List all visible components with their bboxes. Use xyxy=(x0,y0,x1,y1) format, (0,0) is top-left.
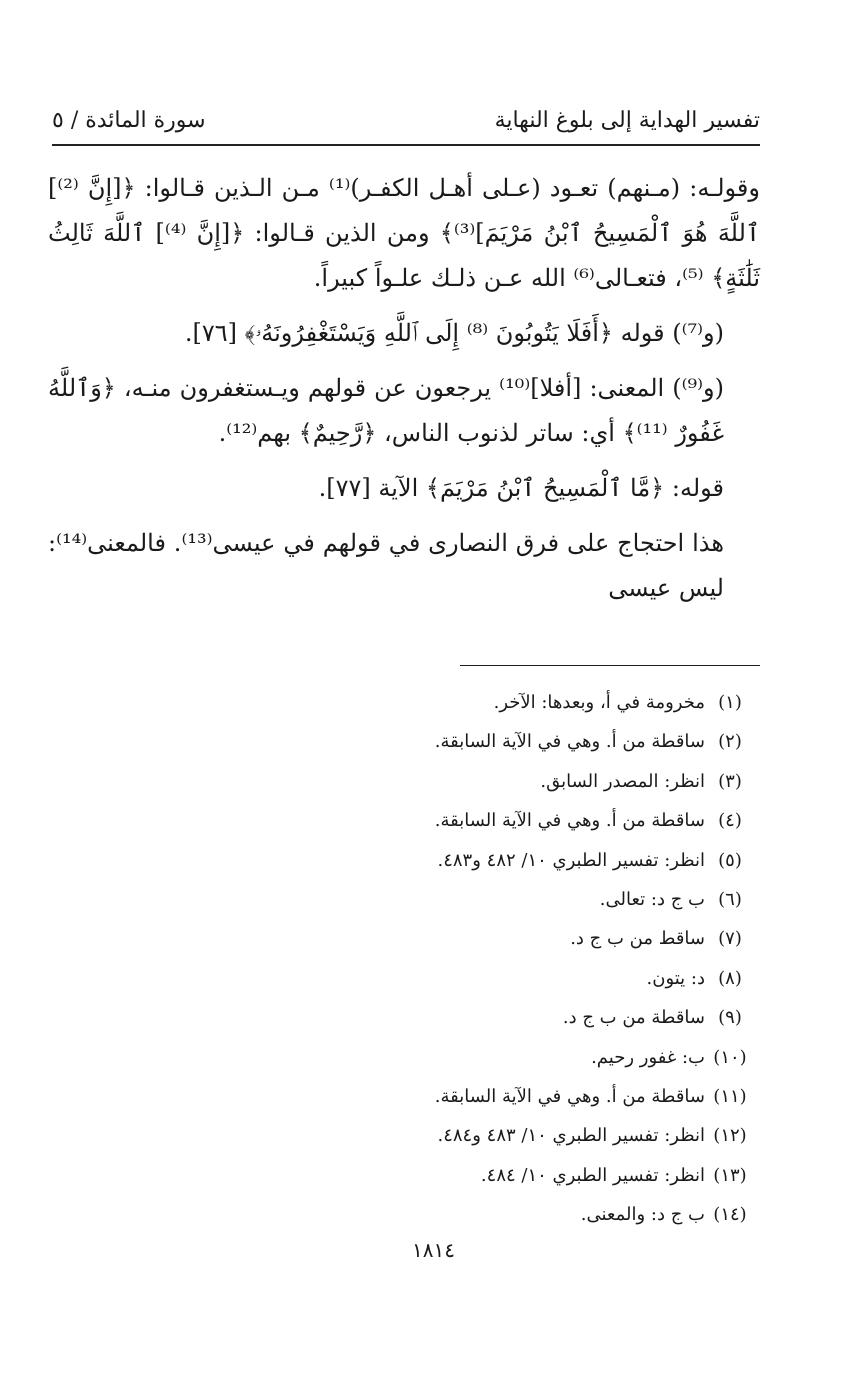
surah-title: سورة المائدة / ٥ xyxy=(52,108,206,133)
footnote xyxy=(195,727,755,766)
footnote xyxy=(195,767,755,806)
footnote xyxy=(195,688,755,727)
footnote xyxy=(195,1003,755,1042)
book-title: تفسير الهداية إلى بلوغ النهاية xyxy=(494,108,760,133)
paragraph-1: وقولـه: (مـنهم) تعـود (عـلى أهـل الكفـر)⁽¹⁾ مـن الـذين قـالوا: ﴿[إِنَّ ⁽²⁾] ٱللَّهَ هُوَ ٱلْمَسِيحُ ٱبْنُ مَرْيَمَ]⁽³⁾﴾ ومن الذين قـالوا: ﴿[إِنَّ ⁽⁴⁾] ٱللَّهَ ثَالِثُ ثَلَٰثَةٍ﴾ ⁽⁵⁾، فتعـالى⁽⁶⁾ الله عـن ذلـك علـواً كبيراً. xyxy=(48,174,761,292)
footnote-number: (٩) xyxy=(718,1007,742,1029)
footnote-number: (١٣) xyxy=(713,1164,747,1186)
footnote xyxy=(195,1200,755,1239)
footnote xyxy=(195,1161,755,1200)
footnote xyxy=(195,885,755,924)
paragraph-2: (و⁽⁷⁾) قوله ﴿أَفَلَا يَتُوبُونَ ⁽⁸⁾ إِلَى ٱللَّهِ وَيَسْتَغْفِرُونَهُۥ﴾ [٧٦]. xyxy=(184,319,724,347)
footnote-separator xyxy=(460,665,760,666)
footnote-number: (١٠) xyxy=(713,1046,747,1068)
footnote-number: (٧) xyxy=(718,928,742,950)
footnote-text: ساقطة من أ. وهي في الآية السابقة. xyxy=(434,1085,705,1107)
page-number: ١٨١٤ xyxy=(412,1238,455,1262)
footnote-text: انظر: تفسير الطبري ١٠/ ٤٨٢ و٤٨٣. xyxy=(437,849,705,871)
footnote-number: (١١) xyxy=(713,1085,747,1107)
paragraph-3: (و⁽⁹⁾) المعنى: [أفلا]⁽¹⁰⁾ يرجعون عن قولهم ويـستغفرون منـه، ﴿وَٱللَّهُ غَفُورٌ ⁽¹¹⁾﴾ أي: ساتر لذنوب الناس، ﴿رَّحِيمٌ﴾ بهم⁽¹²⁾. xyxy=(48,374,724,447)
footnote-number: (١٢) xyxy=(713,1125,747,1147)
footnote-text: ب: غفور رحيم. xyxy=(591,1046,705,1068)
footnote xyxy=(195,1082,755,1121)
footnote xyxy=(195,846,755,885)
footnote-number: (١٤) xyxy=(713,1204,747,1226)
footnote-number: (١) xyxy=(718,692,742,713)
footnote-text: ساقط من ب ج د. xyxy=(570,928,705,950)
footnote-text: ب ج د: والمعنى. xyxy=(580,1204,705,1226)
footnote-text: انظر: تفسير الطبري ١٠/ ٤٨٣ و٤٨٤. xyxy=(437,1125,705,1147)
footnote xyxy=(195,806,755,845)
footnote-text: انظر: المصدر السابق. xyxy=(540,770,705,792)
footnote-text: انظر: تفسير الطبري ١٠/ ٤٨٤. xyxy=(480,1164,705,1186)
footnote-text: ساقطة من ب ج د. xyxy=(562,1007,705,1029)
footnote-text: ساقطة من أ. وهي في الآية السابقة. xyxy=(434,810,705,832)
footnote-number: (٣) xyxy=(718,770,742,792)
footnote-text: مخرومة في أ، وبعدها: الآخر. xyxy=(493,692,705,713)
footnote-text: ب ج د: تعالى. xyxy=(599,888,705,910)
running-header xyxy=(52,104,760,146)
footnote xyxy=(195,964,755,1003)
footnote-number: (٢) xyxy=(718,731,742,753)
footnote xyxy=(195,1043,755,1082)
paragraph-5: هذا احتجاج على فرق النصارى في قولهم في عيسى⁽¹³⁾. فالمعنى⁽¹⁴⁾: ليس عيسى xyxy=(48,529,725,602)
footnote-text: د: يتون. xyxy=(646,967,705,989)
footnote xyxy=(195,1121,755,1160)
paragraph-4: قوله: ﴿مَّا ٱلْمَسِيحُ ٱبْنُ مَرْيَمَ﴾ الآية [٧٧]. xyxy=(318,474,724,502)
footnote-number: (٨) xyxy=(718,967,742,989)
footnote-number: (٥) xyxy=(718,849,742,871)
footnotes-list xyxy=(195,688,755,1239)
footnote-number: (٤) xyxy=(718,810,742,832)
footnote-text: ساقطة من أ. وهي في الآية السابقة. xyxy=(434,731,705,753)
main-text xyxy=(48,166,760,621)
footnote xyxy=(195,924,755,963)
footnote-number: (٦) xyxy=(718,888,742,910)
